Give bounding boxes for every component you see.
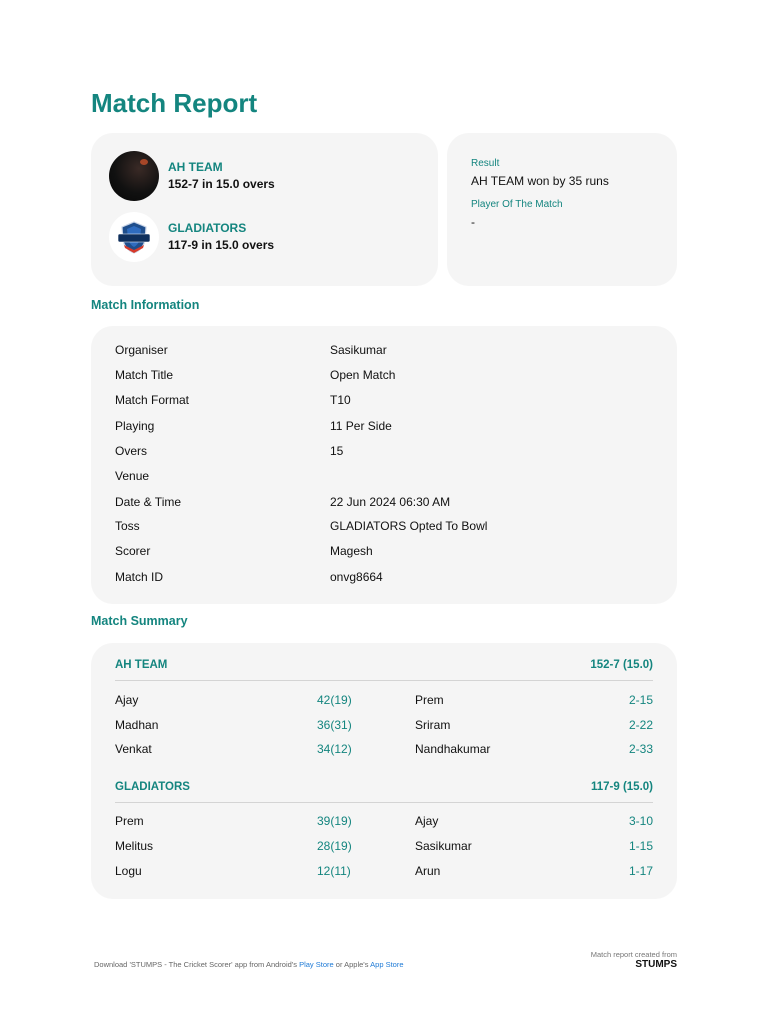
footer-credit bbox=[591, 950, 677, 970]
innings-score: 117-9 (15.0) bbox=[590, 781, 653, 793]
innings-team: GLADIATORS bbox=[115, 781, 190, 793]
gladiators-shield-logo bbox=[109, 212, 159, 262]
info-value: Magesh bbox=[330, 544, 373, 558]
summary-row bbox=[115, 839, 653, 855]
info-label: Playing bbox=[115, 419, 155, 433]
info-label: Organiser bbox=[115, 343, 168, 357]
batter-name: Logu bbox=[115, 864, 142, 878]
app-store-link[interactable]: App Store bbox=[370, 960, 404, 969]
batter-runs: 34(12) bbox=[317, 742, 352, 756]
info-row bbox=[115, 419, 655, 435]
summary-row bbox=[115, 693, 653, 709]
bowler-name: Sasikumar bbox=[415, 839, 472, 853]
batter-name: Ajay bbox=[115, 693, 139, 707]
info-row bbox=[115, 570, 655, 586]
bowler-name: Nandhakumar bbox=[415, 742, 491, 756]
bowler-figures: 2-22 bbox=[628, 718, 653, 732]
created-from-text: Match report created from bbox=[590, 950, 677, 959]
summary-row bbox=[115, 864, 653, 880]
bowler-figures: 2-15 bbox=[628, 693, 653, 707]
batter-name: Madhan bbox=[115, 718, 159, 732]
bowler-figures: 3-10 bbox=[628, 814, 653, 828]
footer-text: or Apple's bbox=[333, 960, 371, 969]
info-label: Match ID bbox=[115, 570, 164, 584]
batter-runs: 28(19) bbox=[317, 839, 352, 853]
footer-download-text bbox=[94, 960, 404, 969]
team-row-ah-team bbox=[109, 151, 275, 201]
result-card bbox=[447, 133, 677, 286]
info-row bbox=[115, 519, 655, 535]
batter-runs: 39(19) bbox=[317, 814, 352, 828]
summary-row bbox=[115, 814, 653, 830]
player-of-match-value: - bbox=[471, 215, 475, 229]
team-score: 117-9 in 15.0 overs bbox=[168, 238, 275, 252]
info-value: Sasikumar bbox=[330, 343, 387, 357]
match-information-card bbox=[91, 326, 677, 604]
batter-name: Venkat bbox=[115, 742, 152, 756]
innings-team: AH TEAM bbox=[115, 659, 168, 671]
info-row bbox=[115, 368, 655, 384]
bowler-name: Sriram bbox=[415, 718, 451, 732]
dark-team-logo bbox=[109, 151, 159, 201]
info-value: T10 bbox=[330, 393, 351, 407]
match-information-title: Match Information bbox=[91, 298, 200, 312]
info-value: onvg8664 bbox=[330, 570, 383, 584]
info-label: Match Format bbox=[115, 393, 190, 407]
summary-row bbox=[115, 718, 653, 734]
info-value: 11 Per Side bbox=[330, 419, 392, 433]
bowler-figures: 2-33 bbox=[628, 742, 653, 756]
bowler-figures: 1-17 bbox=[628, 864, 653, 878]
info-value: GLADIATORS Opted To Bowl bbox=[330, 519, 488, 533]
info-label: Scorer bbox=[115, 544, 151, 558]
info-row bbox=[115, 469, 655, 485]
team-name: GLADIATORS bbox=[168, 221, 247, 235]
info-label: Toss bbox=[115, 519, 140, 533]
player-of-match-label: Player Of The Match bbox=[471, 199, 563, 210]
result-label: Result bbox=[471, 158, 500, 169]
match-summary-card bbox=[91, 643, 677, 899]
innings-header bbox=[115, 659, 653, 681]
info-label: Overs bbox=[115, 444, 148, 458]
info-row bbox=[115, 343, 655, 359]
info-label: Match Title bbox=[115, 368, 174, 382]
team-score: 152-7 in 15.0 overs bbox=[168, 177, 275, 191]
summary-row bbox=[115, 742, 653, 758]
info-row bbox=[115, 444, 655, 460]
info-value: 22 Jun 2024 06:30 AM bbox=[330, 495, 451, 509]
bowler-name: Ajay bbox=[415, 814, 439, 828]
teams-card bbox=[91, 133, 438, 286]
innings-header bbox=[115, 781, 653, 803]
play-store-link[interactable]: Play Store bbox=[299, 960, 334, 969]
page-title: Match Report bbox=[91, 88, 258, 118]
info-label: Date & Time bbox=[115, 495, 182, 509]
footer-text: Download 'STUMPS - The Cricket Scorer' app from Android's bbox=[94, 960, 300, 969]
innings-score: 152-7 (15.0) bbox=[590, 659, 653, 671]
info-row bbox=[115, 393, 655, 409]
info-value: Open Match bbox=[330, 368, 396, 382]
bowler-figures: 1-15 bbox=[628, 839, 653, 853]
bowler-name: Prem bbox=[415, 693, 444, 707]
batter-name: Melitus bbox=[115, 839, 154, 853]
result-value: AH TEAM won by 35 runs bbox=[471, 174, 609, 188]
team-row-gladiators bbox=[109, 212, 274, 262]
batter-runs: 42(19) bbox=[317, 693, 352, 707]
info-label: Venue bbox=[115, 469, 150, 483]
info-value: 15 bbox=[330, 444, 344, 458]
bowler-name: Arun bbox=[415, 864, 441, 878]
stumps-brand: STUMPS bbox=[635, 959, 677, 970]
batter-runs: 12(11) bbox=[317, 864, 351, 878]
info-row bbox=[115, 495, 655, 511]
batter-name: Prem bbox=[115, 814, 144, 828]
info-row bbox=[115, 544, 655, 560]
match-summary-title: Match Summary bbox=[91, 614, 188, 628]
team-name: AH TEAM bbox=[168, 160, 223, 174]
batter-runs: 36(31) bbox=[317, 718, 352, 732]
